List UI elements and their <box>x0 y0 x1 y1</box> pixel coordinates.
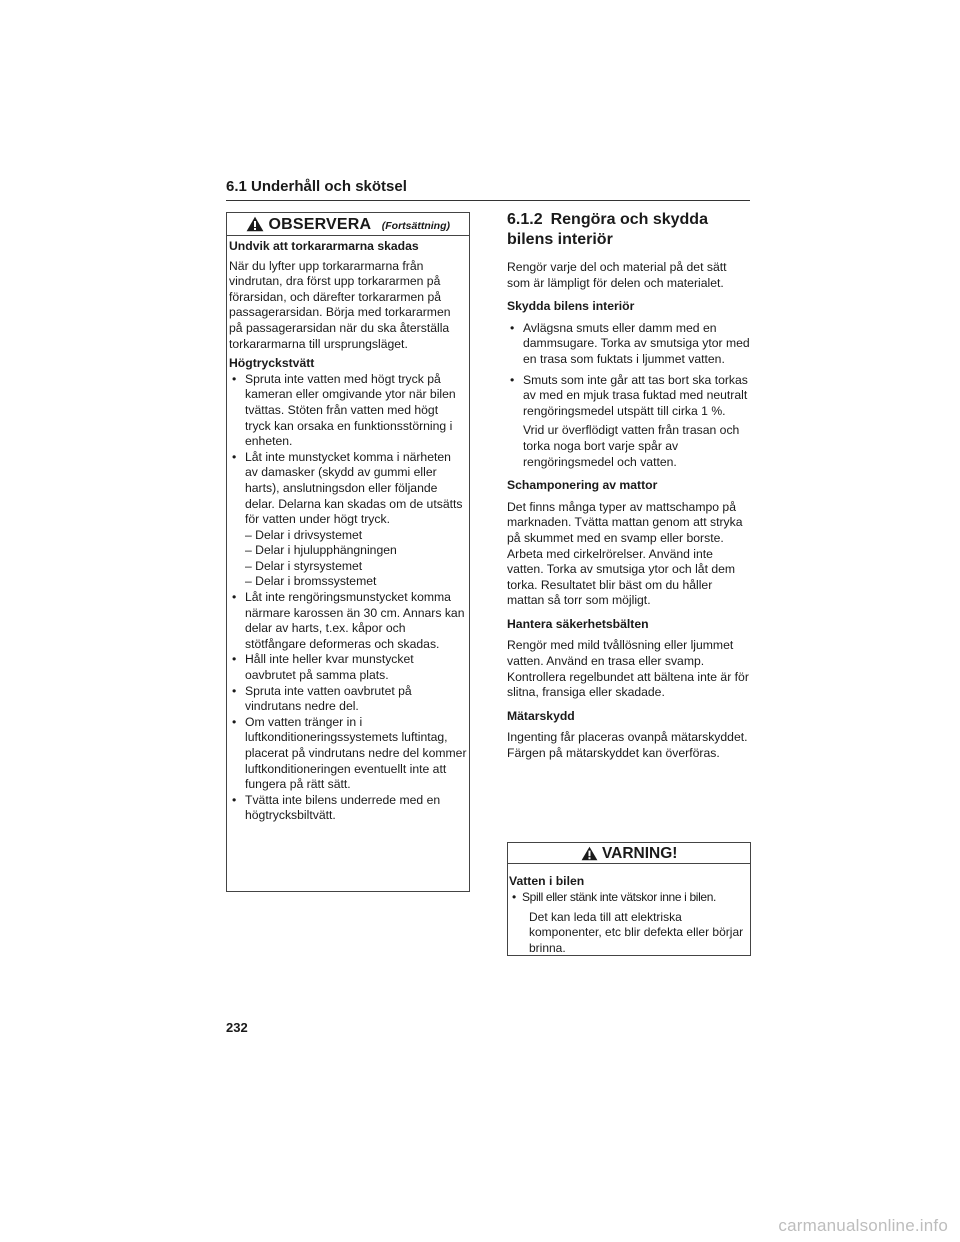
left-column <box>226 212 470 892</box>
list-item: • Låt inte munstycket komma i närheten av damasker (skydd av gummi eller harts), anslutningsdon eller följande delar. Delarna kan skadas om de utsätts för vatten under högt tryck. – Delar i drivsystemet – Delar i hjulupphängningen – Delar i styrsystemet – Delar i bromssystemet <box>229 450 467 590</box>
bullet-continuation: Vrid ur överflödigt vatten från trasan och torka noga bort varje spår av rengöringsmedel och vatten. <box>523 423 740 469</box>
intro-paragraph: Rengör varje del och material på det sätt som är lämpligt för delen och materialet. <box>507 260 727 290</box>
warning-body <box>508 864 750 956</box>
notice-box <box>226 212 470 892</box>
list-item: • Håll inte heller kvar munstycket oavbrutet på samma plats. <box>229 652 467 683</box>
notice-header <box>227 213 469 236</box>
list-item: • Tvätta inte bilens underrede med en högtrycksbiltvätt. <box>229 793 467 824</box>
warning-title: VARNING! <box>601 845 678 862</box>
warning-box <box>507 842 751 956</box>
dash-item: – Delar i hjulupphängningen <box>245 543 397 558</box>
dash-item: – Delar i styrsystemet <box>245 558 363 573</box>
notice-subtitle: (Fortsättning) <box>381 220 451 232</box>
list-item: • Spruta inte vatten oavbrutet på vindrutans nedre del. <box>229 684 467 715</box>
warning-header <box>508 843 750 864</box>
dash-item: – Delar i bromssystemet <box>245 574 377 589</box>
page-number: 232 <box>226 1020 248 1035</box>
section-title: 6.1 Underhåll och skötsel <box>226 178 407 195</box>
chapter-title: Rengöra och skydda bilens interiör <box>507 211 708 248</box>
right-column <box>507 210 751 768</box>
notice-title: OBSERVERA <box>268 216 372 233</box>
section-header <box>226 178 750 201</box>
list-item: • Spruta inte vatten med högt tryck på kameran eller omgivande ytor när bilen tvättas. Stöten från vatten med högt tryck kan orsaka en funktionsstörning i enheten. <box>229 372 467 450</box>
subheading-seatbelts: Hantera säkerhetsbälten <box>507 616 649 631</box>
notice-body <box>227 236 469 824</box>
carpets-paragraph: Det finns många typer av mattschampo på marknaden. Tvätta mattan genom att stryka på skummet med en svamp eller borste. Arbeta med cirkelrörelser. Använd inte vatten. Torka av smutsiga ytor och låt dem torka. Resultatet blir bäst om du håller mattan så torr som möjligt. <box>507 499 743 608</box>
list-item: • Smuts som inte går att tas bort ska torkas av med en mjuk trasa fuktad med neutralt rengöringsmedel utspätt till cirka 1 %. <box>507 373 751 420</box>
warning-continuation: Det kan leda till att elektriska komponenter, etc blir defekta eller börjar brinna. <box>529 910 744 955</box>
warning-triangle-icon <box>246 216 264 237</box>
list-item: • Om vatten tränger in i luftkonditioneringssystemets luftintag, placerat på vindrutans nedre del kommer luftkonditioneringen eventuellt inte att fungera på rätt sätt. <box>229 715 467 793</box>
notice-heading-pressure-wash: Högtryckstvätt <box>229 356 315 371</box>
dash-item: – Delar i drivsystemet <box>245 527 363 542</box>
list-item: • Spill eller stänk inte vätskor inne i bilen. <box>509 890 747 905</box>
warning-triangle-icon <box>581 846 598 866</box>
protect-bullet-list <box>507 321 751 420</box>
list-item: • Avlägsna smuts eller damm med en dammsugare. Torka av smutsiga ytor med en trasa som fuktats i ljummet vatten. <box>507 321 751 368</box>
warning-bullet-list <box>509 890 747 905</box>
notice-para-wipers: När du lyfter upp torkararmarna från vindrutan, dra först upp torkararmen på förarsidan, och därefter torkararmen på passagerarsidan. Börja med torkararmen på passagerarsidan när du ska återställa torkararmarna till ursprungsläget. <box>229 258 451 351</box>
warning-heading: Vatten i bilen <box>509 874 585 888</box>
chapter-heading <box>507 210 751 250</box>
subheading-protect: Skydda bilens interiör <box>507 299 635 314</box>
notice-heading-wipers: Undvik att torkararmarna skadas <box>229 239 419 253</box>
seatbelts-paragraph: Rengör med mild tvållösning eller ljummet vatten. Använd en trasa eller svamp. Kontrollera regelbundet att bältena inte är för slitna, fransiga eller skadade. <box>507 638 749 700</box>
list-item: • Låt inte rengöringsmunstycket komma närmare karossen än 30 cm. Annars kan delar av harts, t.ex. kåpor och stötfångare deformeras och skadas. <box>229 590 467 652</box>
notice-bullet-list <box>229 372 467 824</box>
chapter-number: 6.1.2 <box>507 211 543 228</box>
meter-cover-paragraph: Ingenting får placeras ovanpå mätarskyddet. Färgen på mätarskyddet kan överföras. <box>507 730 748 761</box>
subheading-meter-cover: Mätarskydd <box>507 708 575 723</box>
watermark: carmanualsonline.info <box>778 1216 948 1235</box>
subheading-carpets: Schamponering av mattor <box>507 478 658 493</box>
